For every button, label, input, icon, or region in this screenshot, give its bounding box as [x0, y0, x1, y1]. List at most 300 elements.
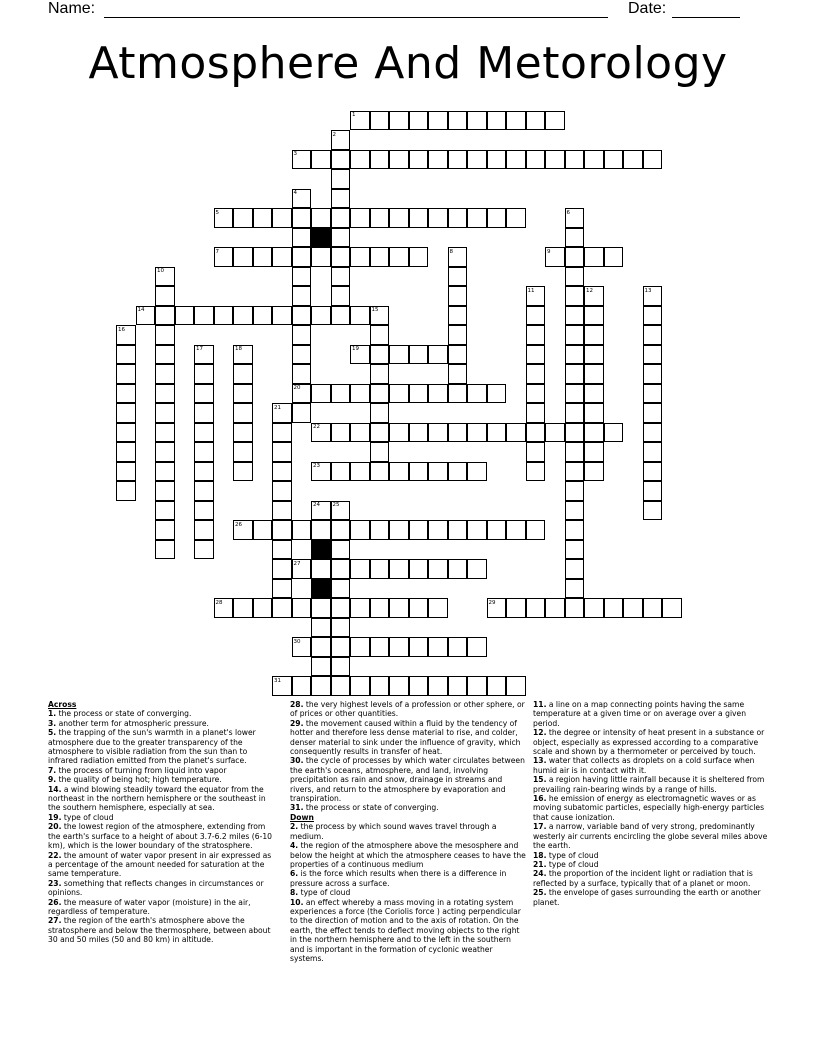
crossword-cell[interactable] — [448, 637, 468, 657]
crossword-cell[interactable] — [389, 384, 409, 404]
crossword-cell[interactable] — [409, 462, 429, 482]
crossword-cell[interactable] — [253, 208, 273, 228]
clue-number-label: 4. — [290, 841, 299, 851]
crossword-cell[interactable] — [370, 442, 390, 462]
crossword-cell[interactable] — [584, 345, 604, 365]
crossword-cell[interactable] — [448, 364, 468, 384]
crossword-cell[interactable] — [233, 442, 253, 462]
crossword-cell[interactable] — [292, 286, 312, 306]
crossword-cell[interactable] — [370, 520, 390, 540]
crossword-cell[interactable] — [194, 520, 214, 540]
crossword-cell[interactable] — [311, 150, 331, 170]
crossword-cell[interactable] — [253, 306, 273, 326]
crossword-cell[interactable] — [350, 559, 370, 579]
crossword-cell[interactable] — [272, 520, 292, 540]
crossword-cell[interactable] — [643, 364, 663, 384]
crossword-cell[interactable] — [292, 325, 312, 345]
crossword-cell[interactable] — [643, 598, 663, 618]
crossword-cell[interactable] — [545, 111, 565, 131]
crossword-cell[interactable] — [448, 676, 468, 696]
crossword-cell[interactable] — [409, 247, 429, 267]
crossword-cell[interactable] — [428, 462, 448, 482]
crossword-cell[interactable] — [545, 423, 565, 443]
crossword-cell[interactable] — [311, 306, 331, 326]
crossword-cell[interactable] — [292, 267, 312, 287]
crossword-cell[interactable] — [272, 598, 292, 618]
crossword-cell[interactable] — [370, 403, 390, 423]
clue-number: 29 — [488, 599, 496, 606]
crossword-cell[interactable] — [155, 520, 175, 540]
crossword-cell[interactable] — [428, 111, 448, 131]
crossword-cell[interactable] — [292, 228, 312, 248]
crossword-cell[interactable] — [526, 442, 546, 462]
crossword-cell[interactable] — [272, 462, 292, 482]
crossword-cell[interactable] — [526, 462, 546, 482]
crossword-cell[interactable] — [506, 520, 526, 540]
crossword-cell[interactable] — [194, 384, 214, 404]
crossword-cell[interactable] — [389, 520, 409, 540]
crossword-cell[interactable] — [155, 462, 175, 482]
clue-text: the degree or intensity of heat present in a substance or object, especially as expressed according to a comparative scale and shown by a thermometer or perceived by touch. — [533, 728, 765, 757]
crossword-cell[interactable] — [272, 559, 292, 579]
crossword-cell[interactable] — [331, 637, 351, 657]
crossword-cell[interactable] — [194, 403, 214, 423]
crossword-cell[interactable] — [584, 462, 604, 482]
crossword-cell[interactable] — [467, 462, 487, 482]
crossword-cell[interactable] — [292, 676, 312, 696]
crossword-cell[interactable] — [233, 423, 253, 443]
crossword-cell[interactable] — [565, 384, 585, 404]
crossword-cell[interactable] — [409, 111, 429, 131]
crossword-cell[interactable] — [331, 150, 351, 170]
crossword-cell[interactable] — [428, 520, 448, 540]
crossword-cell[interactable] — [370, 423, 390, 443]
crossword-cell[interactable] — [389, 423, 409, 443]
crossword-cell[interactable] — [370, 462, 390, 482]
crossword-cell[interactable] — [487, 150, 507, 170]
crossword-cell[interactable] — [272, 247, 292, 267]
crossword-cell[interactable] — [253, 520, 273, 540]
crossword-cell[interactable] — [428, 345, 448, 365]
crossword-cell[interactable] — [409, 520, 429, 540]
crossword-cell[interactable] — [292, 345, 312, 365]
crossword-cell[interactable] — [428, 150, 448, 170]
crossword-cell[interactable] — [428, 423, 448, 443]
crossword-cell[interactable] — [584, 247, 604, 267]
crossword-cell[interactable] — [350, 637, 370, 657]
crossword-cell[interactable] — [331, 189, 351, 209]
crossword-cell[interactable] — [370, 111, 390, 131]
crossword-cell[interactable] — [292, 364, 312, 384]
crossword-cell[interactable] — [565, 540, 585, 560]
crossword-cell[interactable] — [233, 306, 253, 326]
crossword-cell[interactable] — [409, 637, 429, 657]
crossword-cell[interactable] — [350, 306, 370, 326]
crossword-cell[interactable] — [233, 403, 253, 423]
crossword-cell[interactable] — [389, 247, 409, 267]
crossword-cell[interactable] — [311, 559, 331, 579]
crossword-cell[interactable] — [643, 403, 663, 423]
crossword-cell[interactable] — [233, 598, 253, 618]
crossword-cell[interactable] — [331, 676, 351, 696]
crossword-cell[interactable] — [526, 598, 546, 618]
across-clue — [290, 756, 526, 803]
crossword-cell[interactable] — [389, 462, 409, 482]
crossword-cell[interactable] — [155, 540, 175, 560]
crossword-cell[interactable] — [155, 364, 175, 384]
crossword-cell[interactable] — [389, 345, 409, 365]
crossword-cell[interactable] — [389, 150, 409, 170]
crossword-cell[interactable] — [155, 403, 175, 423]
crossword-cell[interactable] — [350, 462, 370, 482]
crossword-cell[interactable] — [545, 598, 565, 618]
crossword-cell[interactable] — [584, 403, 604, 423]
crossword-cell[interactable] — [116, 423, 136, 443]
across-clue — [48, 709, 276, 718]
crossword-cell[interactable] — [565, 247, 585, 267]
crossword-cell[interactable] — [526, 150, 546, 170]
crossword-cell[interactable] — [350, 384, 370, 404]
crossword-cell[interactable] — [389, 637, 409, 657]
crossword-cell[interactable] — [272, 540, 292, 560]
down-clue — [290, 841, 526, 869]
crossword-cell[interactable] — [292, 247, 312, 267]
crossword-cell[interactable] — [584, 150, 604, 170]
crossword-cell[interactable] — [604, 423, 624, 443]
crossword-cell[interactable] — [565, 423, 585, 443]
crossword-cell[interactable] — [194, 442, 214, 462]
crossword-cell[interactable] — [292, 306, 312, 326]
crossword-cell[interactable] — [155, 384, 175, 404]
crossword-cell[interactable] — [565, 345, 585, 365]
crossword-cell[interactable] — [526, 111, 546, 131]
crossword-cell[interactable] — [428, 384, 448, 404]
crossword-cell[interactable] — [526, 306, 546, 326]
crossword-cell[interactable] — [409, 345, 429, 365]
across-clue — [48, 916, 276, 944]
crossword-cell[interactable] — [584, 364, 604, 384]
crossword-cell[interactable] — [194, 306, 214, 326]
crossword-cell[interactable] — [409, 559, 429, 579]
crossword-cell[interactable] — [506, 423, 526, 443]
crossword-cell[interactable] — [370, 676, 390, 696]
crossword-cell[interactable] — [370, 247, 390, 267]
crossword-cell[interactable] — [272, 442, 292, 462]
crossword-cell[interactable] — [448, 520, 468, 540]
crossword-cell[interactable] — [643, 150, 663, 170]
crossword-cell[interactable] — [467, 208, 487, 228]
crossword-cell[interactable] — [584, 384, 604, 404]
crossword-cell[interactable] — [448, 423, 468, 443]
crossword-cell[interactable] — [448, 559, 468, 579]
crossword-cell[interactable] — [584, 423, 604, 443]
crossword-cell[interactable] — [487, 423, 507, 443]
crossword-cell[interactable] — [233, 384, 253, 404]
crossword-cell[interactable] — [526, 345, 546, 365]
crossword-cell[interactable] — [428, 637, 448, 657]
crossword-cell[interactable] — [350, 676, 370, 696]
crossword-cell[interactable] — [350, 208, 370, 228]
crossword-cell[interactable] — [389, 111, 409, 131]
crossword-cell[interactable] — [409, 676, 429, 696]
crossword-cell[interactable] — [116, 384, 136, 404]
crossword-cell[interactable] — [526, 403, 546, 423]
crossword-cell[interactable] — [331, 520, 351, 540]
crossword-cell[interactable] — [448, 208, 468, 228]
clue-number: 8 — [449, 248, 453, 255]
crossword-cell[interactable] — [643, 345, 663, 365]
crossword-cell[interactable] — [565, 579, 585, 599]
crossword-cell[interactable] — [506, 111, 526, 131]
down-clue — [290, 898, 526, 964]
crossword-cell[interactable] — [331, 657, 351, 677]
crossword-cell[interactable] — [565, 598, 585, 618]
crossword-cell[interactable] — [584, 306, 604, 326]
crossword-cell[interactable] — [331, 540, 351, 560]
crossword-cell[interactable] — [565, 228, 585, 248]
crossword-cell[interactable] — [311, 618, 331, 638]
crossword-cell[interactable] — [155, 423, 175, 443]
crossword-cell[interactable] — [448, 150, 468, 170]
crossword-cell[interactable] — [311, 208, 331, 228]
crossword-cell[interactable] — [643, 501, 663, 521]
crossword-cell[interactable] — [643, 442, 663, 462]
crossword-cell[interactable] — [292, 520, 312, 540]
crossword-cell[interactable] — [487, 520, 507, 540]
crossword-cell[interactable] — [272, 306, 292, 326]
clue-number: 21 — [274, 404, 281, 411]
crossword-cell[interactable] — [272, 423, 292, 443]
crossword-cell[interactable] — [623, 598, 643, 618]
crossword-cell[interactable] — [194, 462, 214, 482]
crossword-cell[interactable] — [370, 325, 390, 345]
crossword-cell[interactable] — [526, 384, 546, 404]
crossword-cell[interactable] — [331, 228, 351, 248]
crossword-cell[interactable] — [155, 286, 175, 306]
crossword-cell[interactable] — [233, 208, 253, 228]
crossword-cell[interactable] — [272, 501, 292, 521]
crossword-cell[interactable] — [331, 384, 351, 404]
clue-number-label: 23. — [48, 878, 62, 888]
crossword-cell[interactable] — [565, 442, 585, 462]
crossword-cell[interactable] — [467, 111, 487, 131]
crossword-cell[interactable] — [272, 481, 292, 501]
crossword-cell[interactable] — [292, 403, 312, 423]
crossword-cell[interactable] — [331, 247, 351, 267]
crossword-cell[interactable] — [253, 247, 273, 267]
crossword-cell[interactable] — [331, 267, 351, 287]
crossword-cell[interactable] — [487, 676, 507, 696]
crossword-cell[interactable] — [214, 306, 234, 326]
crossword-cell[interactable] — [565, 150, 585, 170]
crossword-cell[interactable] — [448, 267, 468, 287]
crossword-cell[interactable] — [565, 501, 585, 521]
crossword-cell[interactable] — [565, 286, 585, 306]
crossword-cell[interactable] — [584, 598, 604, 618]
crossword-cell[interactable] — [487, 208, 507, 228]
crossword-cell[interactable] — [428, 598, 448, 618]
crossword-cell[interactable] — [331, 423, 351, 443]
crossword-cell[interactable] — [389, 598, 409, 618]
crossword-cell[interactable] — [331, 598, 351, 618]
crossword-cell[interactable] — [272, 208, 292, 228]
crossword-cell[interactable] — [409, 150, 429, 170]
crossword-cell[interactable] — [467, 520, 487, 540]
crossword-cell[interactable] — [643, 462, 663, 482]
crossword-cell[interactable] — [331, 559, 351, 579]
crossword-cell[interactable] — [506, 598, 526, 618]
crossword-cell[interactable] — [331, 208, 351, 228]
crossword-cell[interactable] — [311, 247, 331, 267]
crossword-cell[interactable] — [292, 598, 312, 618]
crossword-cell[interactable] — [428, 676, 448, 696]
crossword-cell[interactable] — [565, 403, 585, 423]
crossword-cell[interactable] — [155, 501, 175, 521]
crossword-cell[interactable] — [623, 150, 643, 170]
crossword-cell[interactable] — [253, 598, 273, 618]
crossword-cell[interactable] — [350, 598, 370, 618]
crossword-cell[interactable] — [526, 325, 546, 345]
crossword-cell[interactable] — [506, 208, 526, 228]
crossword-cell[interactable] — [370, 384, 390, 404]
crossword-cell[interactable] — [662, 598, 682, 618]
crossword-cell[interactable] — [565, 306, 585, 326]
crossword-cell[interactable] — [604, 150, 624, 170]
crossword-cell[interactable] — [565, 325, 585, 345]
crossword-cell[interactable] — [370, 598, 390, 618]
crossword-cell[interactable] — [331, 618, 351, 638]
crossword-cell[interactable] — [545, 150, 565, 170]
crossword-cell[interactable] — [311, 384, 331, 404]
crossword-cell[interactable] — [350, 520, 370, 540]
crossword-cell[interactable] — [116, 462, 136, 482]
down-clue — [533, 756, 769, 775]
crossword-cell[interactable] — [233, 462, 253, 482]
crossword-cell[interactable] — [370, 364, 390, 384]
crossword-cell[interactable] — [565, 267, 585, 287]
crossword-cell[interactable] — [370, 559, 390, 579]
crossword-cell[interactable] — [409, 423, 429, 443]
crossword-cell[interactable] — [389, 208, 409, 228]
crossword-cell[interactable] — [155, 481, 175, 501]
crossword-cell[interactable] — [194, 540, 214, 560]
crossword-cell[interactable] — [155, 442, 175, 462]
crossword-cell[interactable] — [194, 501, 214, 521]
crossword-cell[interactable] — [311, 598, 331, 618]
crossword-cell[interactable] — [331, 306, 351, 326]
crossword-cell[interactable] — [565, 364, 585, 384]
crossword-cell[interactable] — [370, 208, 390, 228]
clue-number-label: 9. — [48, 775, 57, 785]
crossword-cell[interactable] — [389, 676, 409, 696]
crossword-cell[interactable] — [487, 111, 507, 131]
crossword-cell[interactable] — [311, 676, 331, 696]
crossword-cell[interactable] — [389, 559, 409, 579]
crossword-cell[interactable] — [643, 306, 663, 326]
crossword-cell[interactable] — [506, 150, 526, 170]
crossword-cell[interactable] — [311, 657, 331, 677]
crossword-cell[interactable] — [370, 345, 390, 365]
crossword-cell[interactable] — [604, 247, 624, 267]
crossword-cell[interactable] — [467, 676, 487, 696]
crossword-cell[interactable] — [350, 150, 370, 170]
crossword-cell[interactable] — [194, 423, 214, 443]
crossword-cell[interactable] — [467, 559, 487, 579]
crossword-cell[interactable] — [155, 345, 175, 365]
crossword-cell[interactable] — [467, 637, 487, 657]
crossword-cell[interactable] — [409, 384, 429, 404]
crossword-cell[interactable] — [116, 364, 136, 384]
crossword-cell[interactable] — [194, 364, 214, 384]
crossword-cell[interactable] — [116, 442, 136, 462]
crossword-cell[interactable] — [565, 520, 585, 540]
crossword-cell[interactable] — [311, 520, 331, 540]
crossword-cell[interactable] — [233, 364, 253, 384]
crossword-cell[interactable] — [643, 384, 663, 404]
crossword-cell[interactable] — [155, 325, 175, 345]
crossword-cell[interactable] — [409, 208, 429, 228]
crossword-cell[interactable] — [643, 481, 663, 501]
crossword-cell[interactable] — [116, 345, 136, 365]
crossword-cell[interactable] — [350, 423, 370, 443]
crossword-cell[interactable] — [428, 559, 448, 579]
crossword-cell[interactable] — [448, 111, 468, 131]
crossword-cell[interactable] — [467, 423, 487, 443]
crossword-cell[interactable] — [604, 598, 624, 618]
crossword-cell[interactable] — [292, 208, 312, 228]
crossword-cell[interactable] — [409, 598, 429, 618]
crossword-cell[interactable] — [506, 676, 526, 696]
crossword-cell[interactable] — [272, 579, 292, 599]
crossword-cell[interactable] — [311, 637, 331, 657]
crossword-cell[interactable] — [584, 325, 604, 345]
crossword-cell[interactable] — [331, 169, 351, 189]
crossword-cell[interactable] — [448, 306, 468, 326]
crossword-cell[interactable] — [448, 345, 468, 365]
crossword-cell[interactable] — [467, 150, 487, 170]
clue-text: the region of the earth's atmosphere above the stratosphere and below the thermosphere, between about 30 and 50 miles (50 and 80 km) in altitude. — [48, 916, 271, 945]
crossword-cell[interactable] — [370, 637, 390, 657]
crossword-cell[interactable] — [487, 384, 507, 404]
crossword-cell[interactable] — [233, 247, 253, 267]
crossword-cell[interactable] — [116, 481, 136, 501]
crossword-cell[interactable] — [467, 384, 487, 404]
crossword-cell[interactable] — [175, 306, 195, 326]
crossword-cell[interactable] — [370, 150, 390, 170]
crossword-cell[interactable] — [448, 286, 468, 306]
crossword-cell[interactable] — [331, 462, 351, 482]
crossword-cell[interactable] — [565, 481, 585, 501]
crossword-cell[interactable] — [643, 423, 663, 443]
crossword-cell[interactable] — [526, 423, 546, 443]
crossword-cell[interactable] — [448, 384, 468, 404]
crossword-cell[interactable] — [350, 247, 370, 267]
crossword-cell[interactable] — [116, 403, 136, 423]
crossword-cell[interactable] — [526, 520, 546, 540]
crossword-cell[interactable] — [448, 325, 468, 345]
crossword-cell[interactable] — [565, 462, 585, 482]
crossword-cell[interactable] — [643, 325, 663, 345]
crossword-cell[interactable] — [448, 462, 468, 482]
crossword-cell[interactable] — [194, 481, 214, 501]
crossword-cell[interactable] — [155, 306, 175, 326]
crossword-cell[interactable] — [584, 442, 604, 462]
crossword-cell[interactable] — [331, 286, 351, 306]
crossword-cell[interactable] — [526, 364, 546, 384]
crossword-cell[interactable] — [565, 559, 585, 579]
crossword-cell[interactable] — [428, 208, 448, 228]
crossword-cell[interactable] — [331, 579, 351, 599]
